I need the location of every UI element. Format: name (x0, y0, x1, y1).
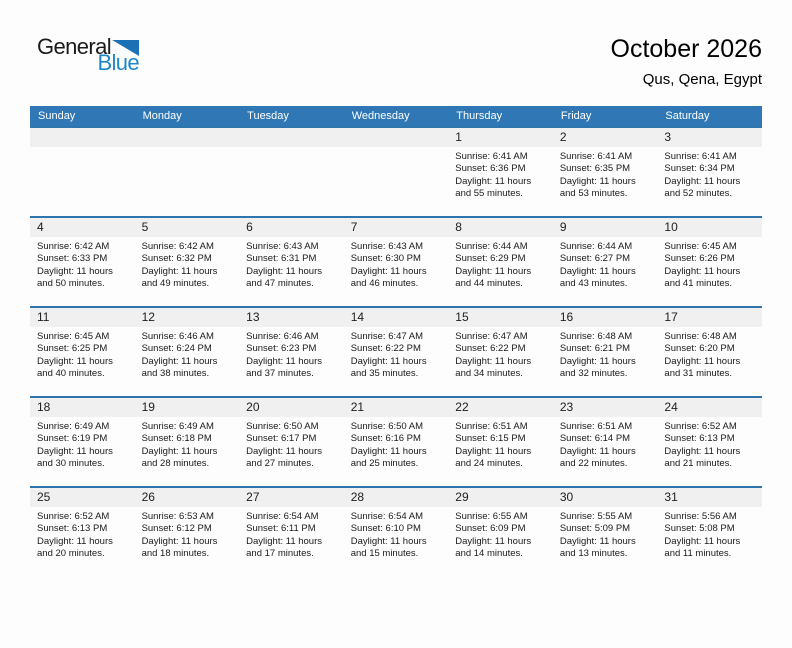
day-detail-line: Sunrise: 6:52 AM (664, 421, 737, 432)
day-number: 15 (448, 308, 553, 327)
day-detail-line: Daylight: 11 hours (559, 445, 636, 457)
day-detail-line: and 22 minutes. (559, 458, 628, 470)
day-detail-line: Sunrise: 6:46 AM (246, 331, 319, 342)
day-detail-line: Sunrise: 6:45 AM (37, 331, 110, 342)
day-detail-line: Daylight: 11 hours (664, 355, 741, 367)
week-row (30, 396, 762, 486)
day-detail-line: Daylight: 11 hours (455, 535, 532, 547)
day-detail-line: and 49 minutes. (141, 278, 210, 290)
weekday-header-thursday: Thursday (456, 110, 503, 122)
day-detail-line: Daylight: 11 hours (37, 265, 113, 277)
day-cell-9 (553, 218, 658, 306)
day-details (30, 507, 135, 561)
day-number: 6 (239, 218, 344, 237)
day-detail-line: and 15 minutes. (350, 548, 419, 560)
day-detail-line: Sunset: 6:15 PM (455, 433, 526, 445)
day-detail-line: Sunset: 6:19 PM (37, 433, 108, 445)
day-cell-2 (553, 128, 658, 216)
day-cell-19 (135, 398, 240, 486)
day-number: 30 (553, 488, 658, 507)
day-detail-line: Daylight: 11 hours (350, 265, 427, 277)
day-detail-line: Sunset: 6:18 PM (141, 433, 212, 445)
day-cell-7 (344, 218, 449, 306)
weekday-header-saturday: Saturday (665, 110, 710, 122)
logo-word-general: General (37, 34, 112, 59)
day-detail-line: Sunrise: 6:43 AM (350, 241, 424, 252)
day-detail-line: Sunset: 6:16 PM (350, 433, 421, 445)
day-detail-line: Sunrise: 6:44 AM (559, 241, 633, 252)
day-detail-line: and 18 minutes. (141, 548, 210, 560)
day-cell-27 (239, 488, 344, 576)
day-detail-line: and 34 minutes. (455, 368, 523, 380)
day-cell-25 (30, 488, 135, 576)
day-detail-line: Daylight: 11 hours (37, 355, 113, 367)
day-detail-line: Sunset: 6:10 PM (350, 523, 421, 535)
day-detail-line: Sunrise: 6:48 AM (664, 331, 737, 342)
day-detail-line: Sunset: 6:36 PM (455, 163, 526, 175)
day-cell-5 (135, 218, 240, 306)
empty-day-cell (239, 128, 344, 216)
day-cell-28 (344, 488, 449, 576)
day-cell-24 (657, 398, 762, 486)
day-detail-line: Sunset: 6:27 PM (559, 253, 631, 265)
day-detail-line: Sunrise: 6:49 AM (37, 421, 110, 432)
day-details (30, 327, 135, 381)
day-number: 19 (135, 398, 240, 417)
day-details (657, 147, 762, 201)
day-detail-line: Sunset: 6:09 PM (455, 523, 526, 535)
day-details (657, 417, 762, 471)
day-detail-line: Sunrise: 6:42 AM (141, 241, 214, 252)
day-detail-line: and 47 minutes. (246, 278, 314, 290)
day-details (344, 507, 449, 561)
day-cell-17 (657, 308, 762, 396)
day-details (344, 237, 449, 291)
day-number: 22 (448, 398, 553, 417)
day-number: 21 (344, 398, 449, 417)
day-number: 23 (553, 398, 658, 417)
week-row (30, 126, 762, 216)
day-details (239, 417, 344, 471)
day-details (553, 147, 658, 201)
day-detail-line: Daylight: 11 hours (141, 535, 218, 547)
day-detail-line: Sunrise: 6:54 AM (246, 511, 319, 522)
day-detail-line: Sunset: 6:30 PM (350, 253, 421, 265)
day-detail-line: Daylight: 11 hours (350, 355, 427, 367)
day-detail-line: and 24 minutes. (455, 458, 523, 470)
day-details (239, 147, 344, 151)
day-cell-12 (135, 308, 240, 396)
day-number (344, 128, 449, 147)
day-details (135, 327, 240, 381)
day-detail-line: Sunset: 6:24 PM (141, 343, 212, 355)
day-details (344, 417, 449, 471)
day-details (344, 147, 449, 151)
day-number: 25 (30, 488, 135, 507)
day-cell-18 (30, 398, 135, 486)
day-number: 4 (30, 218, 135, 237)
day-details (657, 507, 762, 561)
page-header (37, 36, 762, 102)
day-cell-10 (657, 218, 762, 306)
day-details (135, 507, 240, 561)
day-cell-15 (448, 308, 553, 396)
day-detail-line: and 21 minutes. (664, 458, 733, 470)
day-detail-line: and 53 minutes. (559, 188, 628, 200)
day-number: 29 (448, 488, 553, 507)
day-number: 16 (553, 308, 658, 327)
day-number: 11 (30, 308, 135, 327)
day-detail-line: Daylight: 11 hours (350, 535, 427, 547)
day-detail-line: Daylight: 11 hours (141, 265, 218, 277)
day-detail-line: Sunrise: 6:46 AM (141, 331, 214, 342)
weekday-header-friday: Friday (560, 110, 592, 122)
day-detail-line: and 37 minutes. (246, 368, 314, 380)
day-details (448, 237, 553, 291)
day-detail-line: and 13 minutes. (559, 548, 628, 560)
day-detail-line: Sunrise: 6:51 AM (455, 421, 528, 432)
day-detail-line: Sunset: 6:29 PM (455, 253, 526, 265)
day-details (448, 507, 553, 561)
week-row (30, 216, 762, 306)
day-details (30, 147, 135, 151)
day-detail-line: Sunset: 6:20 PM (664, 343, 735, 355)
day-cell-31 (657, 488, 762, 576)
day-number: 3 (657, 128, 762, 147)
day-cell-13 (239, 308, 344, 396)
day-detail-line: Sunset: 6:33 PM (37, 253, 108, 265)
day-detail-line: Daylight: 11 hours (559, 535, 636, 547)
day-detail-line: Sunset: 6:26 PM (664, 253, 735, 265)
day-cell-3 (657, 128, 762, 216)
day-detail-line: Sunset: 6:21 PM (559, 343, 631, 355)
day-detail-line: Sunrise: 5:56 AM (664, 511, 737, 522)
day-details (135, 417, 240, 471)
day-detail-line: Sunset: 6:34 PM (664, 163, 735, 175)
day-detail-line: and 25 minutes. (350, 458, 419, 470)
day-cell-8 (448, 218, 553, 306)
day-number: 1 (448, 128, 553, 147)
day-details (30, 237, 135, 291)
calendar-grid (30, 126, 762, 576)
day-number: 14 (344, 308, 449, 327)
page-title: October 2026 (610, 35, 762, 63)
day-detail-line: Daylight: 11 hours (559, 175, 636, 187)
day-cell-6 (239, 218, 344, 306)
day-detail-line: Daylight: 11 hours (455, 355, 532, 367)
day-detail-line: Sunset: 6:17 PM (246, 433, 317, 445)
day-details (239, 237, 344, 291)
day-details (448, 417, 553, 471)
day-detail-line: Sunrise: 6:43 AM (246, 241, 319, 252)
day-detail-line: and 38 minutes. (141, 368, 210, 380)
day-detail-line: Sunset: 6:13 PM (664, 433, 735, 445)
week-row (30, 486, 762, 576)
day-detail-line: Sunrise: 6:52 AM (37, 511, 110, 522)
weekday-header-tuesday: Tuesday (247, 110, 289, 122)
day-detail-line: Daylight: 11 hours (559, 355, 636, 367)
day-detail-line: and 28 minutes. (141, 458, 210, 470)
day-detail-line: Sunset: 6:13 PM (37, 523, 108, 535)
location-subtitle: Qus, Qena, Egypt (642, 70, 762, 88)
day-detail-line: Daylight: 11 hours (455, 175, 532, 187)
day-detail-line: Daylight: 11 hours (37, 535, 113, 547)
day-details (553, 237, 658, 291)
empty-day-cell (344, 128, 449, 216)
day-details (553, 507, 658, 561)
day-details (135, 147, 240, 151)
day-details (239, 327, 344, 381)
day-detail-line: Sunset: 6:22 PM (455, 343, 526, 355)
day-number: 31 (657, 488, 762, 507)
day-detail-line: Daylight: 11 hours (350, 445, 427, 457)
weekday-header-row (30, 106, 762, 126)
day-number (30, 128, 135, 147)
day-cell-21 (344, 398, 449, 486)
day-number: 12 (135, 308, 240, 327)
day-detail-line: Sunset: 6:14 PM (559, 433, 631, 445)
week-row (30, 306, 762, 396)
day-number: 9 (553, 218, 658, 237)
day-detail-line: and 20 minutes. (37, 548, 105, 560)
day-details (553, 417, 658, 471)
day-detail-line: Daylight: 11 hours (664, 535, 741, 547)
day-number: 28 (344, 488, 449, 507)
empty-day-cell (135, 128, 240, 216)
day-detail-line: Daylight: 11 hours (664, 265, 741, 277)
day-number: 17 (657, 308, 762, 327)
day-detail-line: Sunrise: 6:45 AM (664, 241, 737, 252)
day-detail-line: and 41 minutes. (664, 278, 733, 290)
day-detail-line: Sunrise: 6:50 AM (246, 421, 319, 432)
day-detail-line: Sunset: 5:09 PM (559, 523, 631, 535)
day-detail-line: Daylight: 11 hours (141, 355, 218, 367)
day-detail-line: and 14 minutes. (455, 548, 523, 560)
day-detail-line: Daylight: 11 hours (246, 355, 323, 367)
day-detail-line: Sunset: 6:25 PM (37, 343, 108, 355)
day-details (344, 327, 449, 381)
day-detail-line: and 40 minutes. (37, 368, 105, 380)
empty-day-cell (30, 128, 135, 216)
day-number: 7 (344, 218, 449, 237)
day-detail-line: and 32 minutes. (559, 368, 628, 380)
day-detail-line: Sunrise: 6:54 AM (350, 511, 424, 522)
day-number: 26 (135, 488, 240, 507)
day-number: 24 (657, 398, 762, 417)
day-number: 10 (657, 218, 762, 237)
day-cell-30 (553, 488, 658, 576)
day-number: 13 (239, 308, 344, 327)
day-detail-line: Daylight: 11 hours (246, 535, 323, 547)
day-detail-line: Daylight: 11 hours (664, 175, 741, 187)
day-details (657, 327, 762, 381)
general-blue-logo (37, 36, 139, 74)
day-detail-line: Sunrise: 6:44 AM (455, 241, 528, 252)
day-detail-line: Sunrise: 6:55 AM (455, 511, 528, 522)
day-detail-line: and 30 minutes. (37, 458, 105, 470)
day-number (135, 128, 240, 147)
day-detail-line: Sunset: 6:32 PM (141, 253, 212, 265)
day-detail-line: Daylight: 11 hours (141, 445, 218, 457)
weekday-header-sunday: Sunday (38, 110, 76, 122)
day-cell-16 (553, 308, 658, 396)
day-detail-line: Daylight: 11 hours (246, 445, 323, 457)
day-detail-line: and 17 minutes. (246, 548, 314, 560)
day-detail-line: and 46 minutes. (350, 278, 419, 290)
day-detail-line: Daylight: 11 hours (455, 445, 532, 457)
day-number (239, 128, 344, 147)
day-detail-line: and 31 minutes. (664, 368, 733, 380)
day-detail-line: and 27 minutes. (246, 458, 314, 470)
day-detail-line: Sunrise: 5:55 AM (559, 511, 633, 522)
day-detail-line: Sunrise: 6:47 AM (350, 331, 424, 342)
day-detail-line: Daylight: 11 hours (37, 445, 113, 457)
day-cell-14 (344, 308, 449, 396)
day-number: 2 (553, 128, 658, 147)
weekday-header-wednesday: Wednesday (351, 110, 410, 122)
day-detail-line: Sunrise: 6:48 AM (559, 331, 633, 342)
day-cell-4 (30, 218, 135, 306)
day-detail-line: Sunrise: 6:41 AM (559, 151, 633, 162)
day-detail-line: Sunrise: 6:41 AM (455, 151, 528, 162)
day-number: 8 (448, 218, 553, 237)
day-detail-line: Sunrise: 6:41 AM (664, 151, 737, 162)
calendar (30, 106, 762, 576)
day-details (30, 417, 135, 471)
day-number: 18 (30, 398, 135, 417)
day-detail-line: Daylight: 11 hours (664, 445, 741, 457)
day-cell-29 (448, 488, 553, 576)
day-number: 20 (239, 398, 344, 417)
day-detail-line: Sunset: 6:22 PM (350, 343, 421, 355)
day-details (448, 327, 553, 381)
day-detail-line: and 55 minutes. (455, 188, 523, 200)
day-detail-line: Sunset: 5:08 PM (664, 523, 735, 535)
day-detail-line: Sunrise: 6:42 AM (37, 241, 110, 252)
day-cell-11 (30, 308, 135, 396)
day-details (448, 147, 553, 201)
logo-word-blue: Blue (97, 50, 140, 75)
day-detail-line: Sunrise: 6:53 AM (141, 511, 214, 522)
day-cell-22 (448, 398, 553, 486)
weekday-header-monday: Monday (142, 110, 182, 122)
day-detail-line: Daylight: 11 hours (246, 265, 323, 277)
day-detail-line: Sunset: 6:12 PM (141, 523, 212, 535)
day-detail-line: and 35 minutes. (350, 368, 419, 380)
day-detail-line: Sunrise: 6:51 AM (559, 421, 633, 432)
day-cell-20 (239, 398, 344, 486)
day-details (657, 237, 762, 291)
day-detail-line: and 52 minutes. (664, 188, 733, 200)
day-detail-line: and 50 minutes. (37, 278, 105, 290)
day-detail-line: Sunrise: 6:50 AM (350, 421, 424, 432)
day-details (135, 237, 240, 291)
day-detail-line: Daylight: 11 hours (559, 265, 636, 277)
day-detail-line: and 43 minutes. (559, 278, 628, 290)
day-cell-1 (448, 128, 553, 216)
day-detail-line: and 11 minutes. (664, 548, 732, 560)
day-detail-line: Sunset: 6:23 PM (246, 343, 317, 355)
day-detail-line: Sunset: 6:35 PM (559, 163, 631, 175)
day-details (553, 327, 658, 381)
day-detail-line: Sunset: 6:31 PM (246, 253, 317, 265)
day-number: 27 (239, 488, 344, 507)
day-detail-line: and 44 minutes. (455, 278, 523, 290)
day-details (239, 507, 344, 561)
day-cell-23 (553, 398, 658, 486)
day-detail-line: Sunset: 6:11 PM (246, 523, 316, 535)
day-cell-26 (135, 488, 240, 576)
day-number: 5 (135, 218, 240, 237)
day-detail-line: Sunrise: 6:49 AM (141, 421, 214, 432)
day-detail-line: Daylight: 11 hours (455, 265, 532, 277)
day-detail-line: Sunrise: 6:47 AM (455, 331, 528, 342)
title-block (611, 36, 763, 88)
